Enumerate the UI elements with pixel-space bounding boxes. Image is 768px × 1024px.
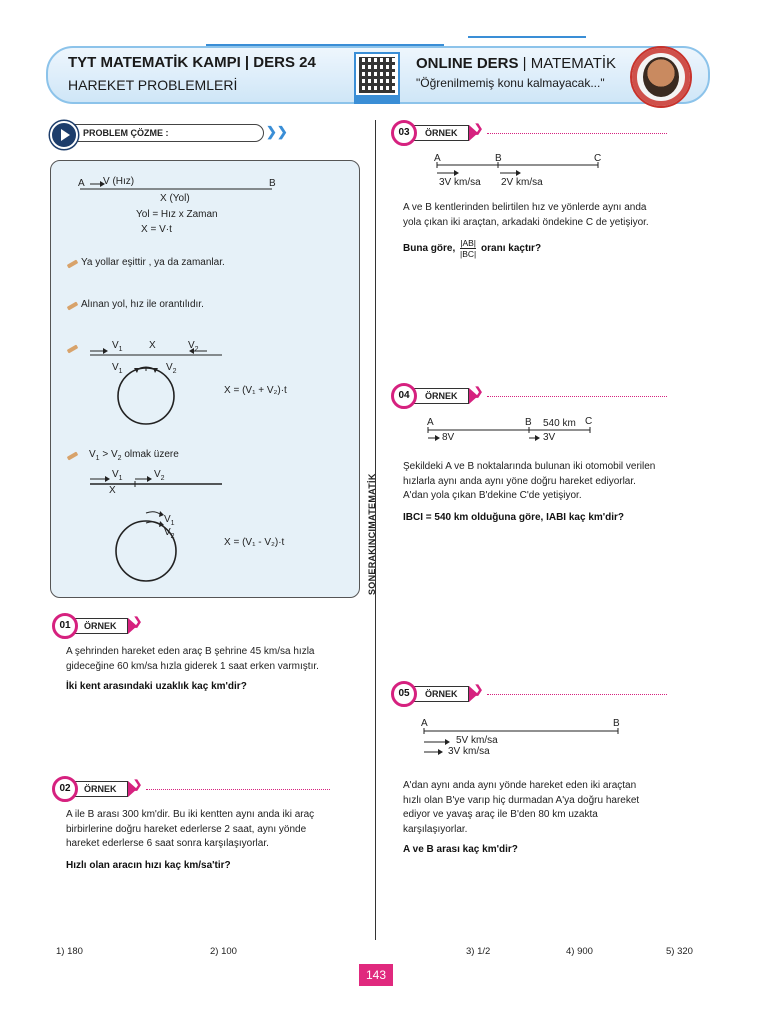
formula-sum: X = (V₁ + V₂)·t bbox=[224, 385, 287, 396]
example-tag: ÖRNEK bbox=[72, 618, 128, 634]
circle2-v2: $V_2$ bbox=[164, 527, 175, 540]
qr-bar bbox=[356, 95, 398, 102]
diagram-point-a: A bbox=[421, 718, 428, 729]
diagram-point-b: B bbox=[525, 417, 532, 428]
diagram-speed-1: 5V km/sa bbox=[456, 735, 498, 746]
example-question: A ve B arası kaç km'dir? bbox=[403, 844, 518, 855]
diagram-point-b: B bbox=[613, 718, 620, 729]
diagram3-x: X bbox=[109, 485, 116, 496]
diagram3-v2: $V_2$ bbox=[154, 469, 165, 482]
example-text: A ve B kentlerinden belirtilen hız ve yönlerde aynı anda yola çıkan iki araçtan, arkadaki öndekine C de yetişiyor. bbox=[403, 202, 649, 228]
formula-difference: X = (V₁ - V₂)·t bbox=[224, 537, 285, 548]
example-text: A'dan aynı anda aynı yönde hareket eden iki araçtan hızlı olan B'ye varıp hiç durmadan A'ya doğru hareket ediyor ve yavaş araç ile B'den 80 km uzakta karşılaşıyorlar. bbox=[403, 780, 640, 835]
answer-5: 5) 320 bbox=[666, 946, 693, 957]
example-text: A şehrinden hareket eden araç B şehrine 45 km/sa hızla gideceğine 60 km/sa hızla giderek 1 saat erken varmıştır. bbox=[66, 646, 319, 672]
circle1-v1: $V_1$ bbox=[112, 362, 123, 375]
diagram-point-b: B bbox=[495, 153, 502, 164]
note-proportional: Alınan yol, hız ile orantılıdır. bbox=[81, 299, 204, 310]
pencil-icon bbox=[67, 452, 79, 460]
note-equal: Ya yollar eşittir , ya da zamanlar. bbox=[81, 257, 225, 268]
section-label bbox=[50, 124, 264, 142]
circle2-v1: $V_1$ bbox=[164, 514, 175, 527]
example-text: Şekildeki A ve B noktalarında bulunan iki otomobil verilen hızlarla aynı anda aynı yöne doğru hareket ediyorlar. A'dan yola çıkan B'dekine C'de yetişiyor. bbox=[403, 461, 656, 501]
example-question: Buna göre, $\frac{|AB|}{|BC|}$ oranı kaçtır? bbox=[403, 238, 542, 259]
example-text: A ile B arası 300 km'dir. Bu iki kentten aynı anda iki araç birbirlerine doğru hareket ederlerse 2 saat, aynı yönde hareket ederlerse 6 saat sonra karşılaşıyorlar. bbox=[66, 809, 315, 849]
dotted-rule bbox=[487, 133, 667, 134]
vertical-watermark: SONERAKINCIMATEMATİK bbox=[367, 473, 377, 595]
header-slogan: "Öğrenilmemiş konu kalmayacak..." bbox=[416, 76, 605, 90]
pencil-icon bbox=[67, 302, 79, 310]
double-chevron-icon: ❯ bbox=[474, 123, 484, 135]
diagram1-b: B bbox=[269, 178, 276, 189]
distance-diagram bbox=[50, 174, 360, 234]
course-title: TYT MATEMATİK KAMPI | DERS 24 bbox=[68, 54, 316, 71]
diagram1-speed: V (Hız) bbox=[103, 176, 135, 187]
double-chevron-icon: ❯ bbox=[474, 386, 484, 398]
example-tag: ÖRNEK bbox=[413, 388, 469, 404]
example-question: Hızlı olan aracın hızı kaç km/sa'tir? bbox=[66, 860, 231, 871]
top-accent-line-right bbox=[468, 36, 586, 38]
answer-3: 3) 1/2 bbox=[466, 946, 491, 957]
diagram-distance: 540 km bbox=[543, 418, 576, 429]
circle1-v2: $V_2$ bbox=[166, 362, 177, 375]
diagram1-distance: X (Yol) bbox=[160, 193, 190, 204]
note-v1-greater: $V_1 > V_2$ olmak üzere bbox=[89, 449, 179, 462]
formula-x-vt: X = V·t bbox=[141, 224, 172, 235]
play-icon[interactable] bbox=[50, 121, 78, 149]
answer-2: 2) 100 bbox=[210, 946, 237, 957]
example-tag: ÖRNEK bbox=[413, 125, 469, 141]
avatar-ring bbox=[632, 48, 690, 106]
diagram-speed-1: 3V km/sa bbox=[439, 177, 481, 188]
diagram-point-a: A bbox=[427, 417, 434, 428]
example-tag: ÖRNEK bbox=[413, 686, 469, 702]
qr-code[interactable] bbox=[354, 52, 400, 104]
page-number: 143 bbox=[359, 964, 393, 986]
double-chevron-icon: ❯❯ bbox=[266, 124, 288, 139]
example-number: 05 bbox=[391, 681, 417, 707]
diagram2-x: X bbox=[149, 340, 156, 351]
diagram-speed-2: 3V bbox=[543, 432, 556, 443]
example-question: IBCI = 540 km olduğuna göre, IABI kaç km'dir? bbox=[403, 512, 625, 523]
diagram2-v2: $V_2$ bbox=[188, 340, 199, 353]
dotted-rule bbox=[146, 789, 330, 790]
answer-4: 4) 900 bbox=[566, 946, 593, 957]
diagram-point-a: A bbox=[434, 153, 441, 164]
example-number: 04 bbox=[391, 383, 417, 409]
example-number: 03 bbox=[391, 120, 417, 146]
diagram2-v1: $V_1$ bbox=[112, 340, 123, 353]
diagram-speed-1: 8V bbox=[442, 432, 455, 443]
example-question: İki kent arasındaki uzaklık kaç km'dir? bbox=[66, 681, 247, 692]
lesson-subtitle: HAREKET PROBLEMLERİ bbox=[68, 77, 238, 93]
section-label-text: PROBLEM ÇÖZME : bbox=[83, 128, 169, 138]
qr-pattern-icon bbox=[359, 57, 395, 93]
dotted-rule bbox=[487, 396, 667, 397]
diagram-point-c: C bbox=[594, 153, 602, 164]
online-lesson-label bbox=[416, 55, 616, 72]
example-tag: ÖRNEK bbox=[72, 781, 128, 797]
pencil-icon bbox=[67, 345, 79, 353]
diagram-speed-2: 3V km/sa bbox=[448, 746, 490, 757]
formula-distance: Yol = Hız x Zaman bbox=[136, 209, 218, 220]
double-chevron-icon: ❯ bbox=[133, 616, 143, 628]
dotted-rule bbox=[487, 694, 667, 695]
diagram1-a: A bbox=[78, 178, 85, 189]
example-number: 01 bbox=[52, 613, 78, 639]
answer-1: 1) 180 bbox=[56, 946, 83, 957]
diagram-speed-2: 2V km/sa bbox=[501, 177, 543, 188]
author-avatar bbox=[630, 46, 692, 108]
example5-diagram bbox=[420, 716, 640, 766]
pencil-icon bbox=[67, 260, 79, 268]
fraction-bottom: |BC| bbox=[460, 249, 477, 259]
fraction-top: |AB| bbox=[460, 238, 477, 248]
online-lesson-subject: | MATEMATİK bbox=[518, 55, 617, 72]
online-lesson-strong: ONLINE DERS bbox=[416, 55, 519, 72]
example-number: 02 bbox=[52, 776, 78, 802]
double-chevron-icon: ❯ bbox=[133, 779, 143, 791]
diagram-point-c: C bbox=[585, 416, 593, 427]
double-chevron-icon: ❯ bbox=[474, 684, 484, 696]
diagram3-v1: $V_1$ bbox=[112, 469, 123, 482]
